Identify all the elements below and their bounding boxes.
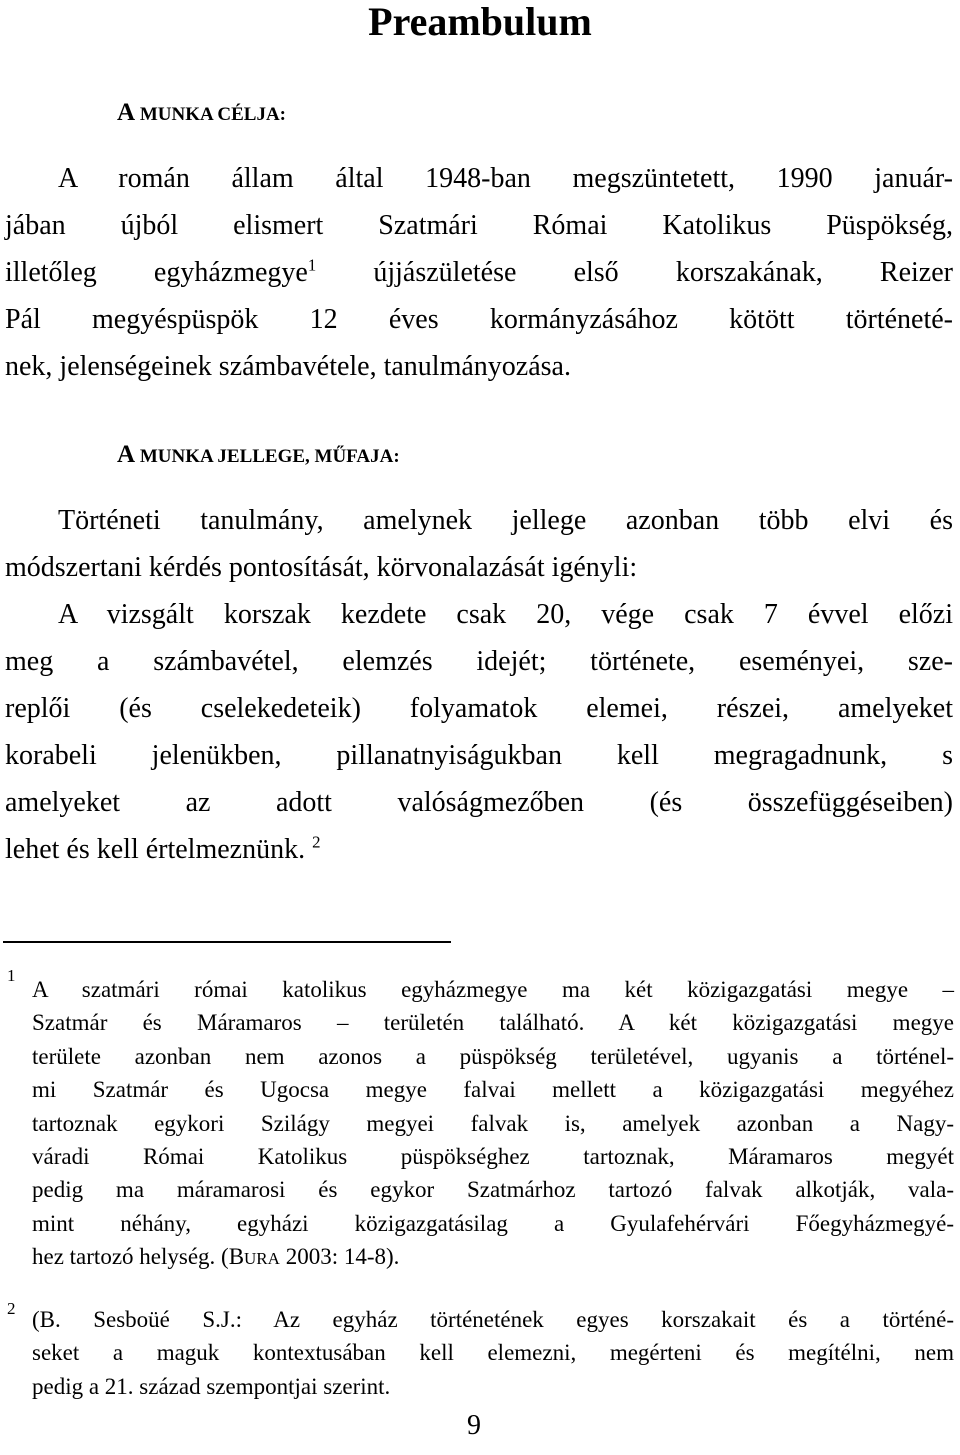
footnote-line: Szatmár és Máramaros – területén található. A két közigazgatási megye bbox=[32, 1010, 954, 1036]
footnote-ref[interactable]: 1 bbox=[307, 255, 317, 275]
footnote-line: tartoznak egykori Szilágy megyei falvak is, amelyek azonban a Nagy- bbox=[32, 1110, 954, 1136]
paragraph-line: Történeti tanulmány, amelynek jellege azonban több elvi és bbox=[58, 505, 953, 536]
footnote-line: területe azonban nem azonos a püspökség területével, ugyanis a történel- bbox=[32, 1043, 954, 1069]
footnote-line: seket a maguk kontextusában kell elemezni, megérteni és megítélni, nem bbox=[32, 1340, 954, 1366]
footnote-2 bbox=[32, 1303, 954, 1403]
footnote-line: pedig ma máramarosi és egykor Szatmárhoz tartozó falvak alkotják, vala- bbox=[32, 1177, 954, 1203]
footnote-1 bbox=[32, 973, 954, 1274]
footnote-number: 1 bbox=[7, 966, 16, 985]
paragraph-line: illetőleg egyházmegye$^1$ újjászületése első korszakának, Reizer bbox=[5, 255, 953, 288]
paragraph-line: A román állam által 1948-ban megszüntetett, 1990 január- bbox=[58, 163, 953, 194]
footnote-line: mi Szatmár és Ugocsa megye falvai mellett a közigazgatási megyéhez bbox=[32, 1077, 954, 1103]
page-title: Preambulum bbox=[368, 0, 592, 44]
section-goal-text bbox=[5, 155, 953, 390]
footnote-line: váradi Római Katolikus püspökséghez tartoznak, Máramaros megyét bbox=[32, 1143, 954, 1169]
footnote-line: mint néhány, egyházi közigazgatásilag a Gyulafehérvári Főegyházmegyé- bbox=[32, 1210, 954, 1236]
footnote-line: hez tartozó helység. (BURA 2003: 14-8). bbox=[32, 1244, 400, 1270]
paragraph-line: Pál megyéspüspök 12 éves kormányzásához kötött történeté- bbox=[5, 304, 953, 335]
paragraph-line: meg a számbavétel, elemzés idejét; története, eseményei, sze- bbox=[5, 646, 953, 677]
paragraph-line: korabeli jelenükben, pillanatnyiságukban kell megragadnunk, s bbox=[5, 740, 953, 771]
footnote-number: 2 bbox=[7, 1299, 16, 1318]
section-character-text bbox=[5, 497, 953, 873]
paragraph-line: A vizsgált korszak kezdete csak 20, vége csak 7 évvel előzi bbox=[58, 599, 953, 630]
footnote-separator bbox=[3, 941, 451, 943]
footnote-line: A szatmári római katolikus egyházmegye ma két közigazgatási megye – bbox=[32, 977, 954, 1002]
footnote-line: pedig a 21. század szempontjai szerint. bbox=[32, 1373, 391, 1399]
footnote-line: (B. Sesboüé S.J.: Az egyház történetének egyes korszakait és a történé- bbox=[32, 1307, 954, 1332]
paragraph-line: nek, jelenségeinek számbavétele, tanulmányozása. bbox=[5, 351, 571, 382]
paragraph-line: jában újból elismert Szatmári Római Katolikus Püspökség, bbox=[5, 210, 953, 241]
section-heading-character: A MUNKA JELLEGE, MŰFAJA: bbox=[117, 441, 400, 468]
section-heading-goal: A MUNKA CÉLJA: bbox=[117, 99, 287, 126]
paragraph-line: amelyeket az adott valóságmezőben (és összefüggéseiben) bbox=[5, 787, 953, 818]
footnote-ref[interactable]: 2 bbox=[312, 832, 321, 852]
page-number: 9 bbox=[467, 1410, 481, 1441]
paragraph-line: lehet és kell értelmeznünk. $^2$ bbox=[5, 832, 321, 865]
paragraph-line: replői (és cselekedeteik) folyamatok elemei, részei, amelyeket bbox=[5, 693, 953, 724]
paragraph-line: módszertani kérdés pontosítását, körvonalazását igényli: bbox=[5, 552, 638, 583]
